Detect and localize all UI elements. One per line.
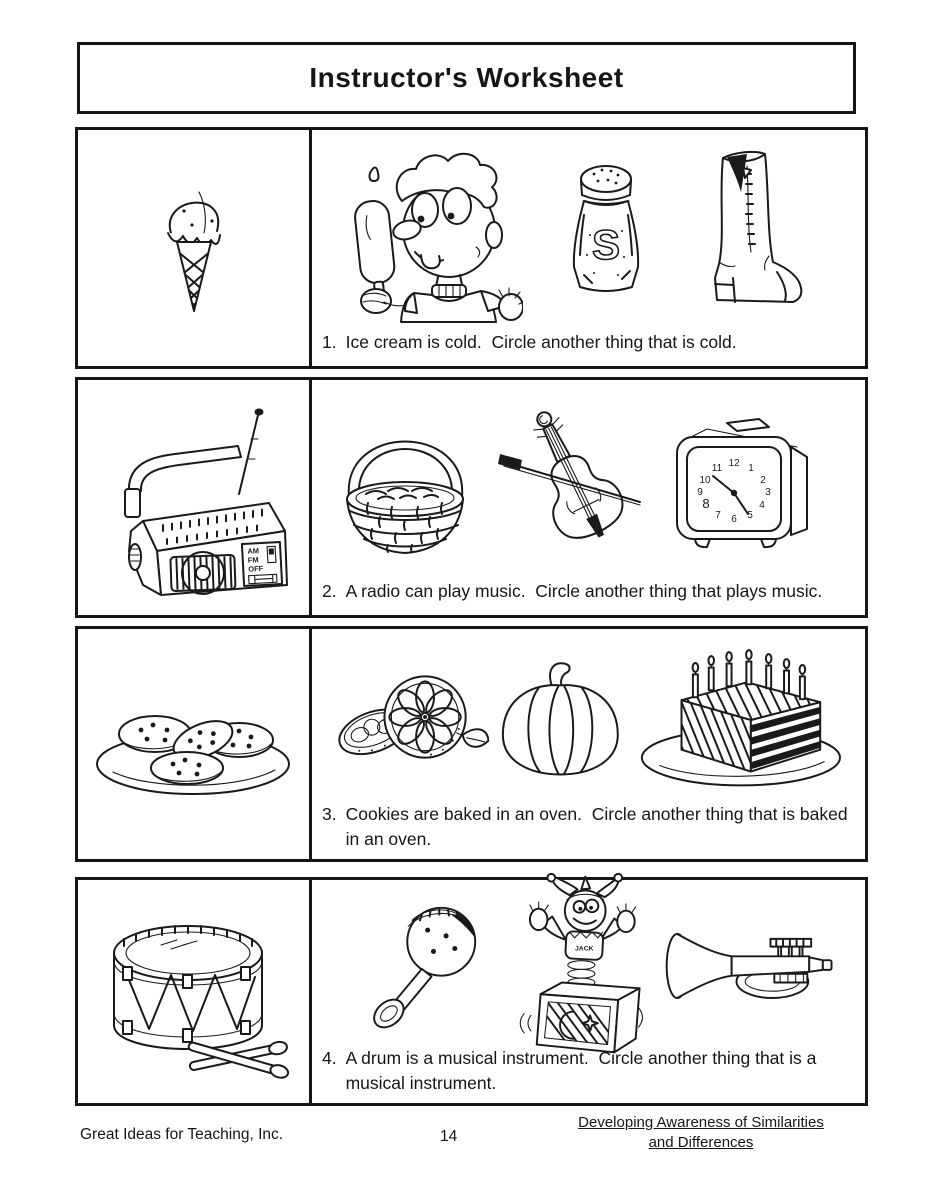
basket-icon (328, 399, 483, 559)
instruction-text-2 (322, 579, 859, 604)
worksheet-row-3 (75, 626, 868, 862)
alarm-clock-icon (661, 407, 813, 551)
radio-fm-label: FM (247, 554, 259, 565)
svg-text:6: 6 (731, 513, 737, 525)
choices-cell-4 (312, 880, 865, 1103)
svg-text:1: 1 (748, 462, 754, 474)
pumpkin-icon (489, 657, 630, 779)
svg-text:8: 8 (702, 495, 710, 511)
title-box (77, 42, 856, 114)
footer-book-title-line2: and Differences (648, 1134, 754, 1152)
worksheet-row-1 (75, 127, 868, 369)
svg-text:12: 12 (728, 457, 740, 469)
ice-cream-cone-icon (154, 177, 234, 319)
instruction-text-3 (322, 802, 859, 852)
footer-book-title-line1: Developing Awareness of Similarities (578, 1114, 824, 1131)
instruction-text-1 (322, 330, 859, 355)
svg-text:9: 9 (697, 486, 703, 498)
footer-book-title (570, 1113, 832, 1154)
choices-cell-2 (312, 380, 865, 615)
salt-shaker-letter: S (591, 221, 621, 268)
worksheet-row-4 (75, 877, 868, 1106)
page-title: Instructor's Worksheet (309, 62, 624, 93)
footer-publisher: Great Ideas for Teaching, Inc. (80, 1126, 284, 1143)
example-cell-1 (78, 130, 312, 366)
drum-with-drumsticks-icon (91, 901, 296, 1083)
item-instruction: Ice cream is cold. Circle another thing that is cold. (345, 332, 737, 353)
svg-text:11: 11 (711, 462, 723, 474)
orange-slices-icon (326, 657, 489, 779)
jack-shirt-label: JACK (574, 944, 594, 952)
trumpet-icon (656, 916, 835, 1016)
boy-licking-popsicle-icon (318, 135, 523, 323)
svg-text:7: 7 (715, 509, 721, 521)
svg-text:2: 2 (760, 474, 766, 486)
salt-shaker-icon (560, 155, 652, 303)
violin-icon (490, 398, 655, 560)
choices-cell-3 (312, 629, 865, 859)
plate-of-cookies-icon (91, 688, 296, 800)
svg-text:5: 5 (747, 509, 753, 521)
item-instruction: A radio can play music. Circle another thing that plays music. (345, 581, 823, 602)
svg-text:10: 10 (699, 474, 711, 486)
boot-icon (689, 144, 807, 314)
example-cell-4 (78, 880, 312, 1103)
item-number: 1. (322, 332, 337, 353)
choices-cell-1 (312, 130, 865, 366)
item-number: 4. (322, 1048, 337, 1069)
item-number: 2. (322, 581, 337, 602)
item-instruction: A drum is a musical instrument. Circle another thing that is a musical instrument. (345, 1048, 822, 1094)
jack-in-the-box-icon (496, 871, 656, 1061)
example-cell-2 (78, 380, 312, 615)
baby-rattle-icon (352, 893, 496, 1038)
radio-am-label: AM (247, 545, 260, 556)
worksheet-row-2 (75, 377, 868, 618)
svg-text:4: 4 (759, 499, 765, 511)
radio-icon (91, 399, 296, 597)
example-cell-3 (78, 629, 312, 859)
birthday-cake-icon (630, 644, 853, 792)
item-instruction: Cookies are baked in an oven. Circle another thing that is baked in an oven. (345, 804, 853, 850)
radio-off-label: OFF (248, 563, 264, 574)
instruction-text-4 (322, 1046, 859, 1096)
svg-text:3: 3 (765, 486, 771, 498)
item-number: 3. (322, 804, 337, 825)
footer-page-number: 14 (440, 1128, 458, 1145)
